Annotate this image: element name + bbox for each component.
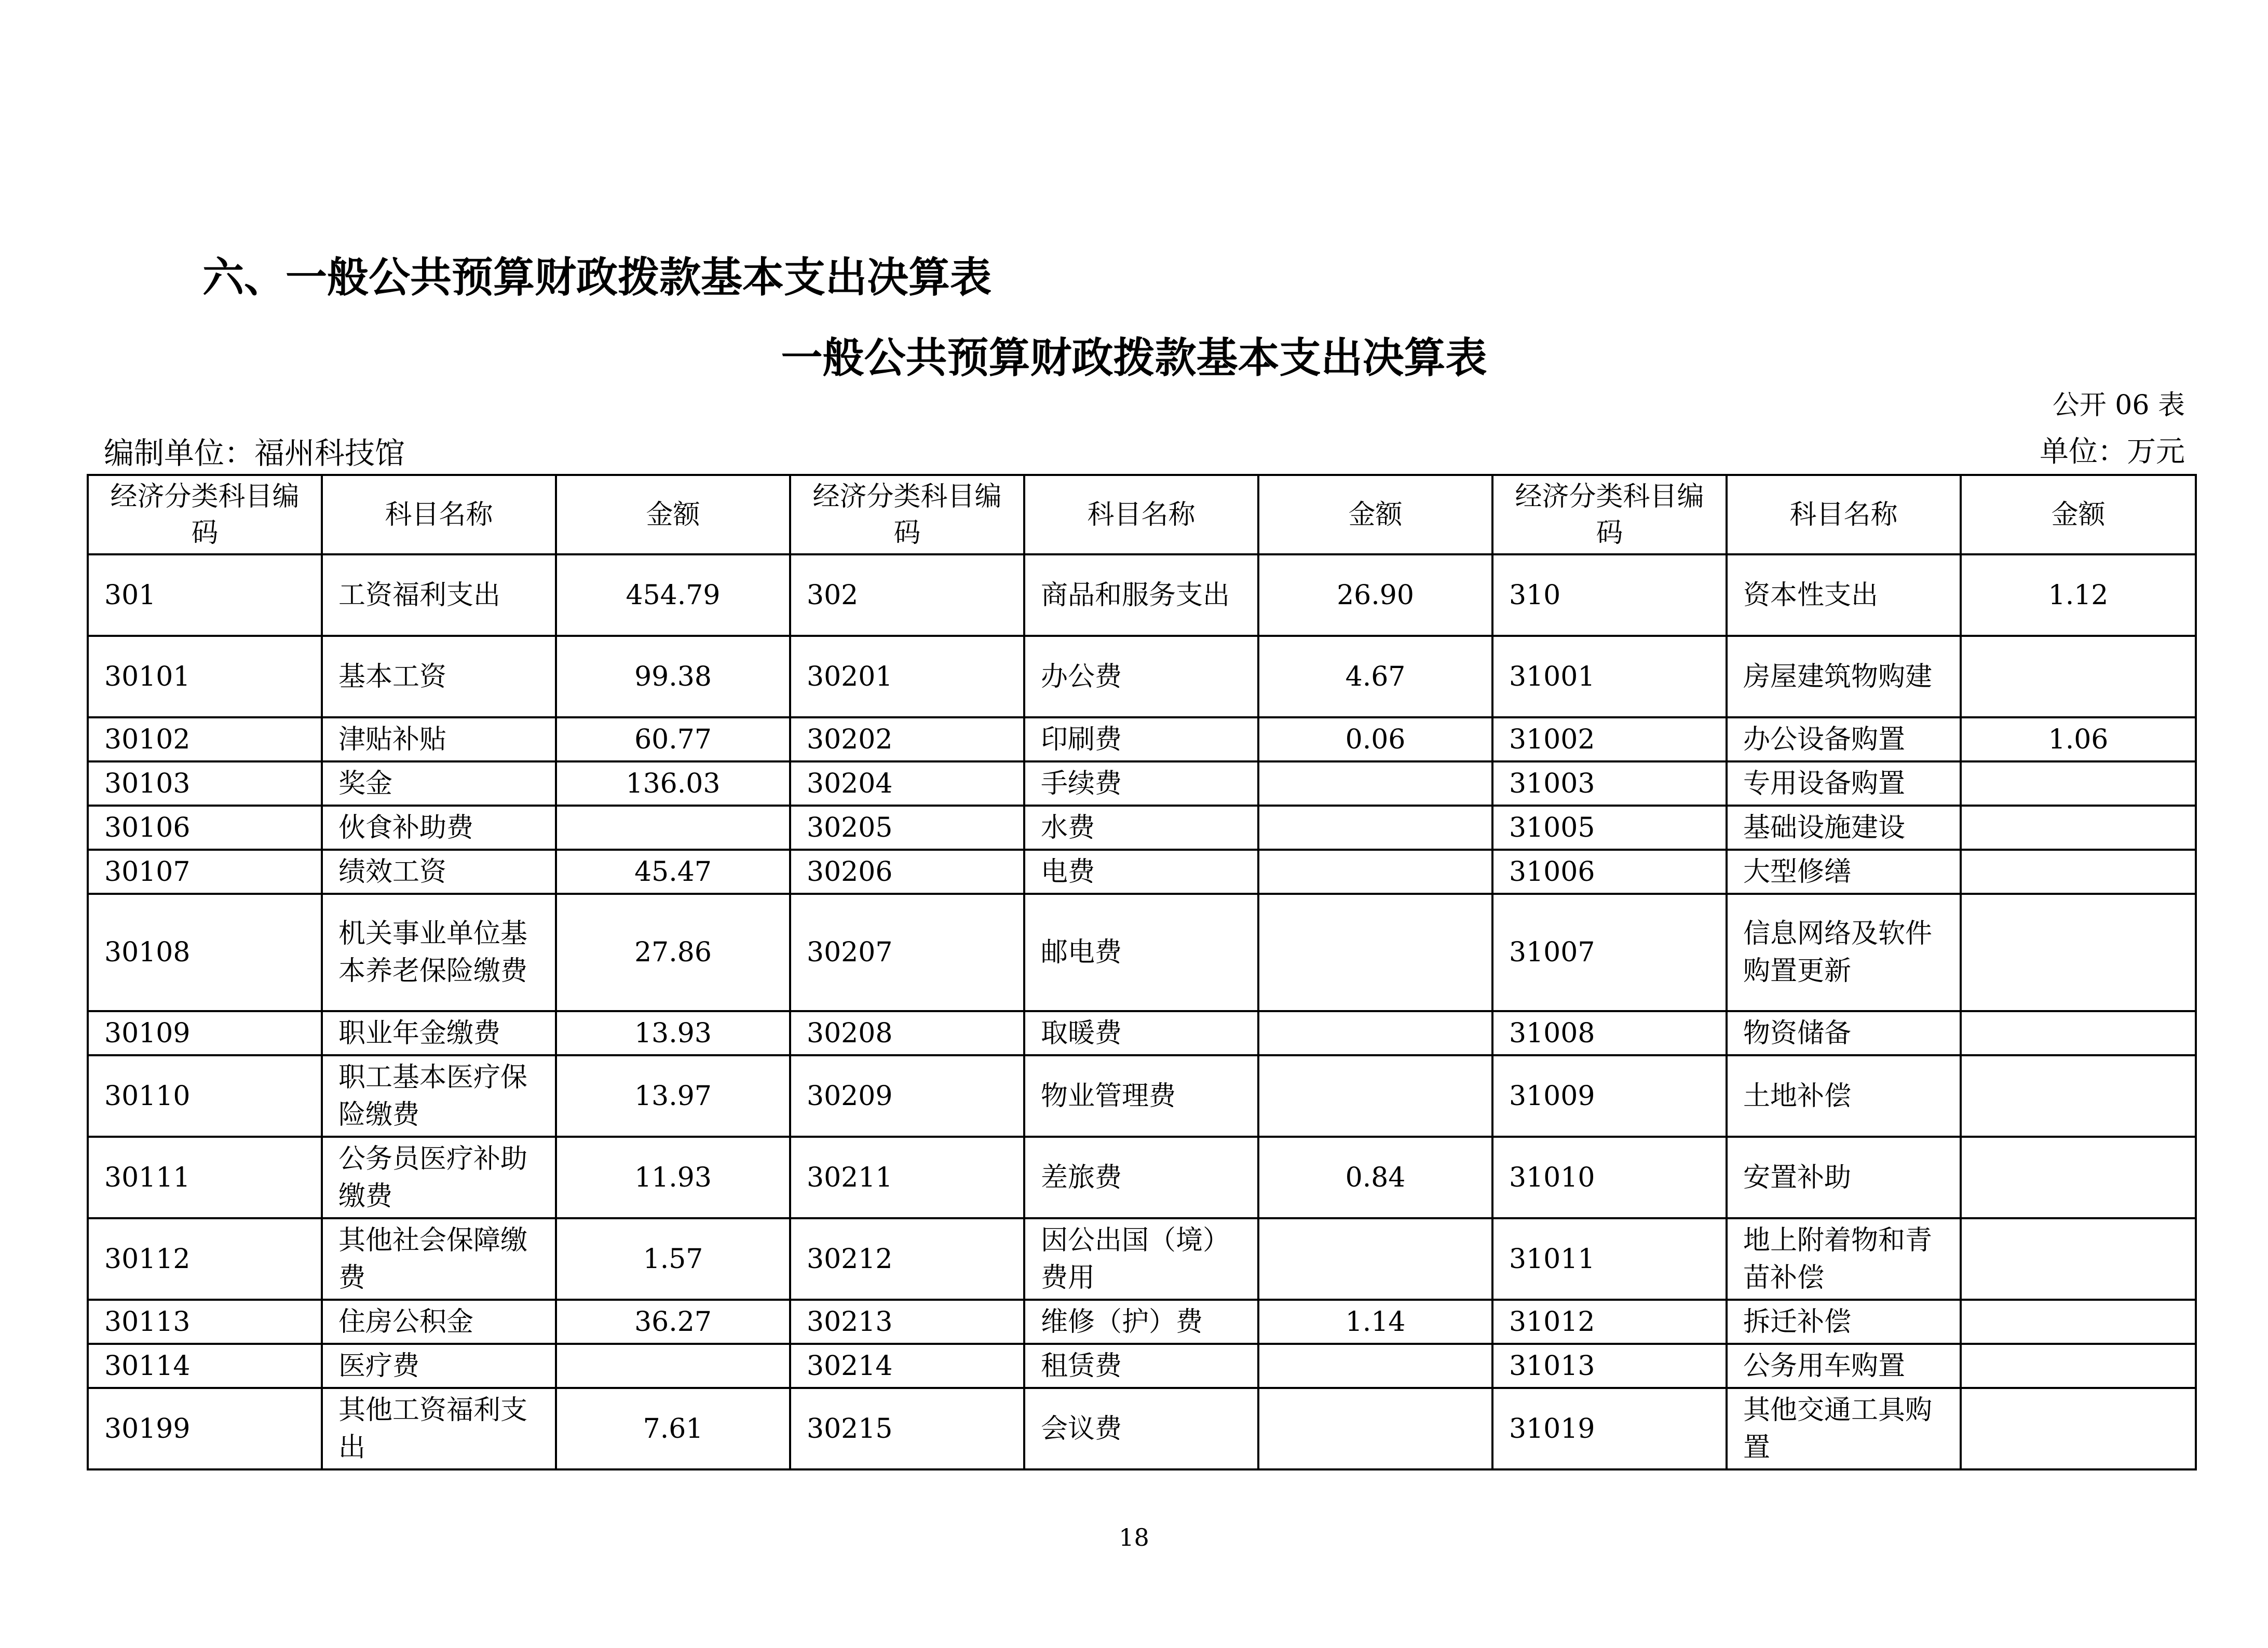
table-row: [88, 1300, 2196, 1344]
cell-amount: [1961, 761, 2196, 806]
cell-name: 印刷费: [1024, 717, 1258, 761]
cell-code: 31008: [1492, 1011, 1727, 1055]
cell-amount: [1258, 1218, 1492, 1300]
cell-amount: 0.06: [1258, 717, 1492, 761]
cell-code: 31009: [1492, 1055, 1727, 1137]
cell-amount: 36.27: [556, 1300, 790, 1344]
cell-code: 30199: [88, 1388, 322, 1469]
cell-name: 职业年金缴费: [322, 1011, 556, 1055]
table-row: [88, 554, 2196, 636]
cell-name: 奖金: [322, 761, 556, 806]
cell-code: 30102: [88, 717, 322, 761]
header-code: 经济分类科目编码: [790, 475, 1024, 554]
cell-amount: 7.61: [556, 1388, 790, 1469]
cell-code: 31006: [1492, 850, 1727, 894]
cell-name: 其他社会保障缴费: [322, 1218, 556, 1300]
table-row: [88, 1137, 2196, 1218]
cell-code: 30107: [88, 850, 322, 894]
cell-amount: 13.97: [556, 1055, 790, 1137]
cell-amount: 99.38: [556, 636, 790, 717]
cell-amount: 1.12: [1961, 554, 2196, 636]
header-amount: 金额: [1258, 475, 1492, 554]
cell-name: 医疗费: [322, 1344, 556, 1388]
form-code: 公开 06 表: [2052, 390, 2185, 421]
cell-amount: [1961, 1055, 2196, 1137]
cell-name: 商品和服务支出: [1024, 554, 1258, 636]
cell-code: 302: [790, 554, 1024, 636]
cell-code: 30113: [88, 1300, 322, 1344]
cell-amount: 26.90: [1258, 554, 1492, 636]
cell-code: 30207: [790, 894, 1024, 1011]
cell-name: 大型修缮: [1727, 850, 1961, 894]
cell-name: 房屋建筑物购建: [1727, 636, 1961, 717]
cell-name: 差旅费: [1024, 1137, 1258, 1218]
cell-amount: [1961, 1137, 2196, 1218]
cell-amount: [1258, 894, 1492, 1011]
cell-amount: [1961, 894, 2196, 1011]
table-row: [88, 1011, 2196, 1055]
cell-amount: 0.84: [1258, 1137, 1492, 1218]
cell-amount: 27.86: [556, 894, 790, 1011]
cell-code: 30211: [790, 1137, 1024, 1218]
cell-amount: 136.03: [556, 761, 790, 806]
cell-code: 31019: [1492, 1388, 1727, 1469]
cell-name: 办公设备购置: [1727, 717, 1961, 761]
cell-amount: 13.93: [556, 1011, 790, 1055]
currency-unit: 单位：万元: [2040, 435, 2185, 469]
cell-code: 30213: [790, 1300, 1024, 1344]
cell-amount: 45.47: [556, 850, 790, 894]
cell-code: 30215: [790, 1388, 1024, 1469]
cell-name: 其他工资福利支出: [322, 1388, 556, 1469]
cell-code: 31010: [1492, 1137, 1727, 1218]
cell-name: 其他交通工具购置: [1727, 1388, 1961, 1469]
cell-amount: 60.77: [556, 717, 790, 761]
cell-amount: 1.14: [1258, 1300, 1492, 1344]
cell-code: 30106: [88, 806, 322, 850]
cell-name: 维修（护）费: [1024, 1300, 1258, 1344]
cell-name: 物业管理费: [1024, 1055, 1258, 1137]
cell-name: 工资福利支出: [322, 554, 556, 636]
cell-code: 31007: [1492, 894, 1727, 1011]
cell-code: 30214: [790, 1344, 1024, 1388]
cell-code: 30101: [88, 636, 322, 717]
cell-code: 30202: [790, 717, 1024, 761]
header-code: 经济分类科目编码: [88, 475, 322, 554]
cell-code: 31001: [1492, 636, 1727, 717]
header-name: 科目名称: [322, 475, 556, 554]
cell-code: 30201: [790, 636, 1024, 717]
cell-amount: [1258, 761, 1492, 806]
cell-code: 30208: [790, 1011, 1024, 1055]
cell-amount: [1961, 850, 2196, 894]
cell-code: 30114: [88, 1344, 322, 1388]
cell-code: 301: [88, 554, 322, 636]
header-amount: 金额: [556, 475, 790, 554]
cell-amount: [1961, 1218, 2196, 1300]
cell-code: 30110: [88, 1055, 322, 1137]
cell-code: 30204: [790, 761, 1024, 806]
table-row: [88, 761, 2196, 806]
table-row: [88, 636, 2196, 717]
cell-amount: [1961, 1011, 2196, 1055]
cell-code: 30212: [790, 1218, 1024, 1300]
cell-name: 基础设施建设: [1727, 806, 1961, 850]
section-heading: 六、一般公共预算财政拨款基本支出决算表: [202, 253, 992, 302]
cell-name: 办公费: [1024, 636, 1258, 717]
cell-code: 310: [1492, 554, 1727, 636]
cell-code: 30108: [88, 894, 322, 1011]
cell-name: 邮电费: [1024, 894, 1258, 1011]
cell-code: 31013: [1492, 1344, 1727, 1388]
cell-amount: [1258, 1388, 1492, 1469]
cell-name: 租赁费: [1024, 1344, 1258, 1388]
cell-amount: [1258, 806, 1492, 850]
cell-amount: 4.67: [1258, 636, 1492, 717]
cell-name: 拆迁补偿: [1727, 1300, 1961, 1344]
cell-name: 住房公积金: [322, 1300, 556, 1344]
cell-code: 30205: [790, 806, 1024, 850]
cell-code: 30103: [88, 761, 322, 806]
cell-amount: [1961, 1344, 2196, 1388]
budget-table: [87, 474, 2197, 1470]
cell-name: 资本性支出: [1727, 554, 1961, 636]
cell-name: 机关事业单位基本养老保险缴费: [322, 894, 556, 1011]
cell-name: 伙食补助费: [322, 806, 556, 850]
cell-code: 30112: [88, 1218, 322, 1300]
cell-amount: [1258, 850, 1492, 894]
table-row: [88, 850, 2196, 894]
table-row: [88, 1388, 2196, 1469]
header-name: 科目名称: [1024, 475, 1258, 554]
cell-code: 30209: [790, 1055, 1024, 1137]
cell-code: 30109: [88, 1011, 322, 1055]
cell-amount: [1961, 1388, 2196, 1469]
table-title: 一般公共预算财政拨款基本支出决算表: [781, 334, 1487, 382]
cell-name: 取暖费: [1024, 1011, 1258, 1055]
table-row: [88, 806, 2196, 850]
table-row: [88, 717, 2196, 761]
cell-amount: 1.57: [556, 1218, 790, 1300]
cell-name: 公务用车购置: [1727, 1344, 1961, 1388]
header-amount: 金额: [1961, 475, 2196, 554]
header-name: 科目名称: [1727, 475, 1961, 554]
cell-amount: [556, 1344, 790, 1388]
table-row: [88, 1055, 2196, 1137]
cell-code: 31011: [1492, 1218, 1727, 1300]
cell-code: 30206: [790, 850, 1024, 894]
cell-amount: [1258, 1344, 1492, 1388]
table-row: [88, 1218, 2196, 1300]
cell-amount: 454.79: [556, 554, 790, 636]
cell-name: 信息网络及软件购置更新: [1727, 894, 1961, 1011]
cell-name: 绩效工资: [322, 850, 556, 894]
cell-amount: [1258, 1011, 1492, 1055]
cell-amount: [1961, 1300, 2196, 1344]
cell-amount: [1961, 806, 2196, 850]
cell-amount: 1.06: [1961, 717, 2196, 761]
table-body: [88, 554, 2196, 1469]
page-number: 18: [1119, 1523, 1149, 1551]
table-row: [88, 1344, 2196, 1388]
cell-code: 31003: [1492, 761, 1727, 806]
header-code: 经济分类科目编码: [1492, 475, 1727, 554]
cell-name: 职工基本医疗保险缴费: [322, 1055, 556, 1137]
cell-amount: [1258, 1055, 1492, 1137]
cell-name: 安置补助: [1727, 1137, 1961, 1218]
table-row: [88, 894, 2196, 1011]
cell-name: 土地补偿: [1727, 1055, 1961, 1137]
compiler-unit: 编制单位：福州科技馆: [104, 435, 405, 471]
cell-name: 津贴补贴: [322, 717, 556, 761]
cell-name: 公务员医疗补助缴费: [322, 1137, 556, 1218]
cell-code: 31005: [1492, 806, 1727, 850]
cell-code: 30111: [88, 1137, 322, 1218]
cell-name: 会议费: [1024, 1388, 1258, 1469]
cell-name: 物资储备: [1727, 1011, 1961, 1055]
cell-name: 专用设备购置: [1727, 761, 1961, 806]
cell-name: 地上附着物和青苗补偿: [1727, 1218, 1961, 1300]
cell-name: 手续费: [1024, 761, 1258, 806]
cell-name: 因公出国（境）费用: [1024, 1218, 1258, 1300]
cell-code: 31012: [1492, 1300, 1727, 1344]
cell-name: 基本工资: [322, 636, 556, 717]
cell-amount: [556, 806, 790, 850]
header-row: [88, 475, 2196, 554]
cell-amount: [1961, 636, 2196, 717]
cell-name: 水费: [1024, 806, 1258, 850]
cell-code: 31002: [1492, 717, 1727, 761]
cell-amount: 11.93: [556, 1137, 790, 1218]
cell-name: 电费: [1024, 850, 1258, 894]
